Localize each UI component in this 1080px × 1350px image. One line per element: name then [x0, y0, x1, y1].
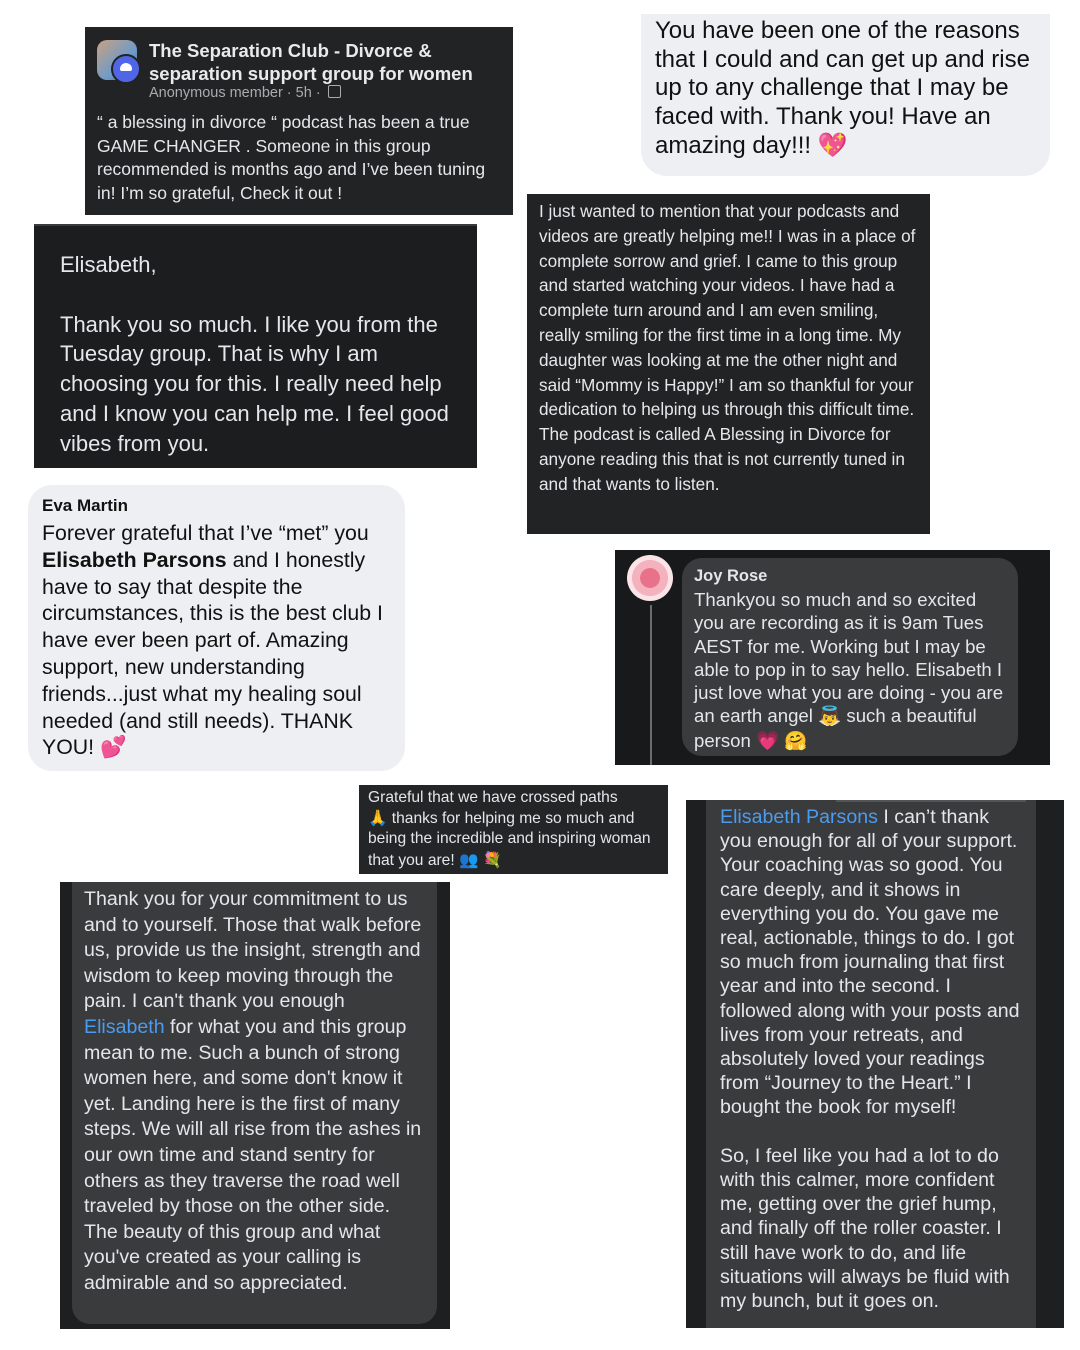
post-meta: [149, 85, 341, 101]
comment-card-podcast: [527, 194, 930, 534]
two-hearts-emoji: 💕: [100, 735, 127, 761]
comment-text: [368, 788, 659, 871]
comment-card-coaching: [686, 800, 1064, 1328]
comment-text-part: Forever grateful that I’ve “met” you: [42, 521, 369, 545]
comment-text-part: I can’t thank you enough for all of your support. Your coaching was so good. You care deeply, and it shows in everything you do. You gave me real, actionable, things to do. I got so much from journaling that first year and into the second. I followed along with your posts and lives from your retreats, and absolutely loved your readings from “Journey to the Heart.” I bought the book for myself!: [720, 806, 1020, 1119]
comment-bubble: [706, 800, 1036, 1328]
message-text: You have been one of the reasons that I could and can get up and rise up to any challenge that I may be faced with. Thank you! Have an amazing day!!!: [655, 17, 1030, 160]
group-privacy-icon: [328, 85, 341, 98]
comment-text-part: for what you and this group mean to me. Such a bunch of strong women here, and some don't know it yet. Landing here is the first of many steps. We will all rise from the ashes in our own time and stand sentry for others as they traverse the road well traveled by those on the other side. The beauty of this group and what you've created as your calling is admirable and so appreciated.: [84, 1015, 422, 1294]
comment-text: [694, 588, 1006, 753]
group-avatar[interactable]: [97, 40, 137, 80]
comment-text-part: thanks for helping me so much and being the incredible and inspiring woman that you are!: [368, 810, 651, 869]
mention-link[interactable]: Elisabeth: [84, 1015, 165, 1038]
post-meta-text: Anonymous member · 5h ·: [149, 85, 321, 101]
comment-text-part: Grateful that we have crossed paths: [368, 789, 618, 806]
comment-text-part: such a beautiful person: [694, 705, 977, 751]
comment-text-part: Thankyou so much and so excited you are recording as it is 9am Tues AEST for me. Working but I may be able to pop in to say hello. Elisabeth I just love what you are doing - you are an earth angel: [694, 589, 1004, 727]
thread-line: [650, 605, 652, 765]
folded-hands-emoji: 🙏: [368, 809, 388, 828]
rose-avatar[interactable]: [627, 555, 673, 601]
comment-text-part: and I honestly have to say that despite the circumstances, this is the best club I have ever been part of. Amazing support, new understanding friends...just what my healing soul needed (and still needs). THANK YOU!: [42, 547, 383, 760]
comment-text: I just wanted to mention that your podcasts and videos are greatly helping me!! I was in a place of complete sorrow and grief. I came to this group and started watching your videos. I have had a complete turn around and I am even smiling, really smiling for the first time in a long time. My daughter was looking at me the other night and said “Mommy is Happy!” I am so thankful for your dedication to helping us through this difficult time. The podcast is called A Blessing in Divorce for anyone reading this that is not currently tuned in and that wants to listen.: [539, 201, 916, 494]
mention-link[interactable]: Elisabeth Parsons: [720, 806, 878, 828]
comment-card-joy-rose: [615, 550, 1050, 765]
comment-bubble-eva-martin: [28, 485, 405, 771]
commenter-name[interactable]: Eva Martin: [42, 496, 128, 515]
comment-card-crossed-paths: [359, 785, 668, 874]
hugging-face-emoji: 🤗: [784, 730, 808, 752]
sparkling-heart-emoji: 💖: [817, 131, 848, 160]
comment-bubble: [72, 882, 437, 1324]
message-greeting: Elisabeth,: [60, 252, 157, 277]
cropped-text-edge: [836, 800, 1026, 802]
post-body: “ a blessing in divorce “ podcast has been a true GAME CHANGER . Someone in this group recommended is months ago and I’ve been tuning in! I’m so grateful, Check it out !: [97, 112, 486, 203]
comment-bubble: [682, 558, 1018, 756]
growing-heart-emoji: 💗: [756, 730, 780, 752]
group-name[interactable]: The Separation Club - Divorce & separation support group for women: [149, 40, 473, 84]
comment-text: [42, 520, 391, 762]
comment-paragraph: So, I feel like you had a lot to do with this calmer, more confident me, getting over the grief hump, and finally off the roller coaster. I still have work to do, and life situations will always be fluid with my bunch, but it goes on.: [720, 1144, 1010, 1313]
commenter-name[interactable]: Joy Rose: [694, 567, 768, 585]
post-card-separation-club: [85, 27, 513, 215]
mention-link[interactable]: Elisabeth Parsons: [42, 547, 227, 572]
comment-card-commitment: [60, 882, 450, 1329]
message-card-elisabeth: [34, 224, 477, 468]
people-silhouette-emoji: 👥: [459, 850, 479, 869]
bouquet-emoji: 💐: [482, 850, 503, 869]
baby-angel-emoji: 👼: [818, 706, 842, 728]
comment-text-part: Thank you for your commitment to us and to yourself. Those that walk before us, provide us the insight, strength and wisdom to keep moving through the pain. I can't thank you enough: [84, 888, 422, 1013]
anonymous-member-icon: [111, 54, 141, 84]
message-text: Thank you so much. I like you from the Tuesday group. That is why I am choosing you for this. I really need help and I know you can help me. I feel good vibes from you.: [60, 311, 449, 456]
message-bubble-thanks: [641, 14, 1050, 176]
